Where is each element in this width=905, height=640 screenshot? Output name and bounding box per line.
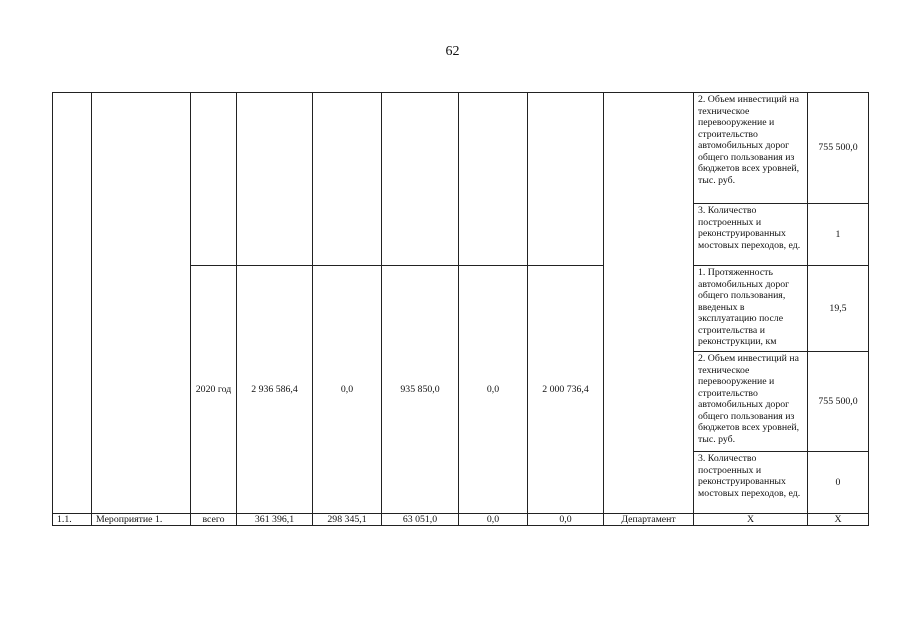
event-local-cell: 0,0	[459, 514, 528, 526]
indicator-value-cell: 755 500,0	[808, 93, 869, 204]
year-cell: 2020 год	[191, 266, 237, 514]
total-cell: 2 936 586,4	[237, 266, 313, 514]
indicator-name-cell: 3. Количество построенных и реконструированных мостовых переходов, ед.	[694, 452, 808, 514]
total-cell-empty	[237, 93, 313, 266]
name-cell-empty	[92, 93, 191, 514]
number-cell-empty	[53, 93, 92, 514]
other-cell: 2 000 736,4	[528, 266, 604, 514]
regional-cell-empty	[382, 93, 459, 266]
indicator-value-cell: 0	[808, 452, 869, 514]
indicator-value-cell: 755 500,0	[808, 352, 869, 452]
event-period-cell: всего	[191, 514, 237, 526]
event-total-cell: 361 396,1	[237, 514, 313, 526]
indicator-name-cell: 2. Объем инвестиций на техническое перевооружение и строительство автомобильных дорог общего пользования из бюджетов всех уровней, тыс. руб.	[694, 352, 808, 452]
federal-cell: 0,0	[313, 266, 382, 514]
regional-cell: 935 850,0	[382, 266, 459, 514]
period-cell-empty	[191, 93, 237, 266]
table-row	[53, 514, 869, 526]
page-number: 62	[445, 44, 460, 59]
event-executor-cell: Департамент	[604, 514, 694, 526]
indicator-name-cell: 1. Протяженность автомобильных дорог общего пользования, введеных в эксплуатацию после строительства и реконструкции, км	[694, 266, 808, 352]
federal-cell-empty	[313, 93, 382, 266]
executor-cell-empty	[604, 93, 694, 514]
event-name-cell: Мероприятие 1.	[92, 514, 191, 526]
table-row	[53, 93, 869, 204]
event-regional-cell: 63 051,0	[382, 514, 459, 526]
event-indicator-cell: X	[694, 514, 808, 526]
indicator-value-cell: 19,5	[808, 266, 869, 352]
indicator-name-cell: 3. Количество построенных и реконструированных мостовых переходов, ед.	[694, 204, 808, 266]
local-cell-empty	[459, 93, 528, 266]
event-value-cell: X	[808, 514, 869, 526]
indicator-value-cell: 1	[808, 204, 869, 266]
program-table	[52, 92, 869, 526]
event-number-cell: 1.1.	[53, 514, 92, 526]
local-cell: 0,0	[459, 266, 528, 514]
event-other-cell: 0,0	[528, 514, 604, 526]
other-cell-empty	[528, 93, 604, 266]
event-federal-cell: 298 345,1	[313, 514, 382, 526]
indicator-name-cell: 2. Объем инвестиций на техническое перевооружение и строительство автомобильных дорог общего пользования из бюджетов всех уровней, тыс. руб.	[694, 93, 808, 204]
